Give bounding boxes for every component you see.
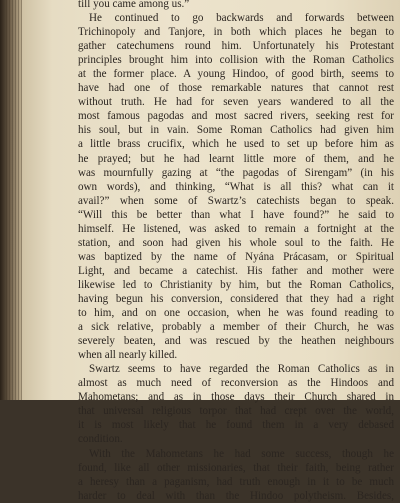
text-line: Mahometans; and as in those days their Church shared in (78, 391, 394, 404)
text-line: it is most likely that he found them in a very debased (78, 419, 394, 432)
book-page-edge (0, 0, 24, 400)
text-line: almost as much need of reconversion as the Hindoos and (78, 377, 394, 390)
text-line: avail?” when some of Swartz’s catechists began to speak. (78, 194, 394, 207)
text-line: found, like all other missionaries, that their faith, being rather (78, 461, 394, 474)
text-line: when all nearly killed. (78, 349, 178, 362)
text-line: to him, and on one occasion, when he was found reading to (78, 307, 394, 320)
paragraph (78, 447, 394, 503)
text-line: have had one of those remarkable natures that cannot rest (78, 82, 394, 95)
text-line: severely beaten, and was rescued by the heathen neighbours (78, 335, 394, 348)
text-line: at the former place. A young Hindoo, of good birth, seems to (78, 68, 394, 81)
text-line: a little brass crucifix, which he used to set up before him as (78, 138, 394, 151)
text-line: He continued to go backwards and forwards between (89, 12, 394, 25)
text-line: principles brought him into collision with the Roman Catholics (78, 54, 394, 67)
paragraph (78, 0, 394, 11)
text-line: Trichinopoly and Tanjore, in both which places he began to (78, 26, 394, 39)
text-line: without truth. He had for seven years wandered to all the (78, 96, 394, 109)
text-line: he prayed; but he had learnt little more of them, and he (78, 152, 394, 165)
book-page (22, 0, 400, 502)
text-line: With the Mahometans he had some success, though he (89, 447, 394, 460)
paragraph (78, 11, 394, 362)
text-line: was baptized by the name of Nyána Prácasam, or Spiritual (78, 250, 394, 263)
text-line: that universal religious torpor that had crept over the world, (78, 405, 394, 418)
text-line: most famous pagodas and most sacred rivers, seeking rest for (78, 110, 394, 123)
text-line: was mournfully gazing at “the pagodas of Sirengam” (in his (78, 166, 394, 179)
text-line: Swartz seems to have regarded the Roman Catholics as in (89, 363, 394, 376)
text-line: likewise led to Christianity by him, but the Roman Catholics, (78, 278, 394, 291)
text-line: station, and soon had given his whole soul to the faith. He (78, 236, 394, 249)
paragraph (78, 362, 394, 446)
text-line: his soul, but in vain. Some Roman Catholics had given him (78, 124, 394, 137)
text-line: a heresy than a paganism, had truth enough in it to be much (78, 475, 394, 488)
text-line: own words), and thinking, “What is all this? what can it (78, 180, 394, 193)
text-line: till you came among us.” (78, 0, 190, 10)
page-text (78, 0, 394, 503)
text-line: “Will this be better than what I have found?” he said to (78, 208, 394, 221)
text-line: gather catechumens round him. Unfortunately his Protestant (78, 40, 394, 53)
text-line: himself. He listened, was asked to remain a fortnight at the (78, 222, 394, 235)
text-line: a sick relative, probably a member of their Church, he was (78, 321, 394, 334)
text-line: condition. (78, 433, 123, 446)
text-line: harder to deal with than the Hindoo polytheism. Besides, (78, 489, 394, 502)
text-line: having begun his conversion, considered that they had a right (78, 292, 394, 305)
text-line: Light, and became a catechist. His father and mother were (78, 264, 394, 277)
